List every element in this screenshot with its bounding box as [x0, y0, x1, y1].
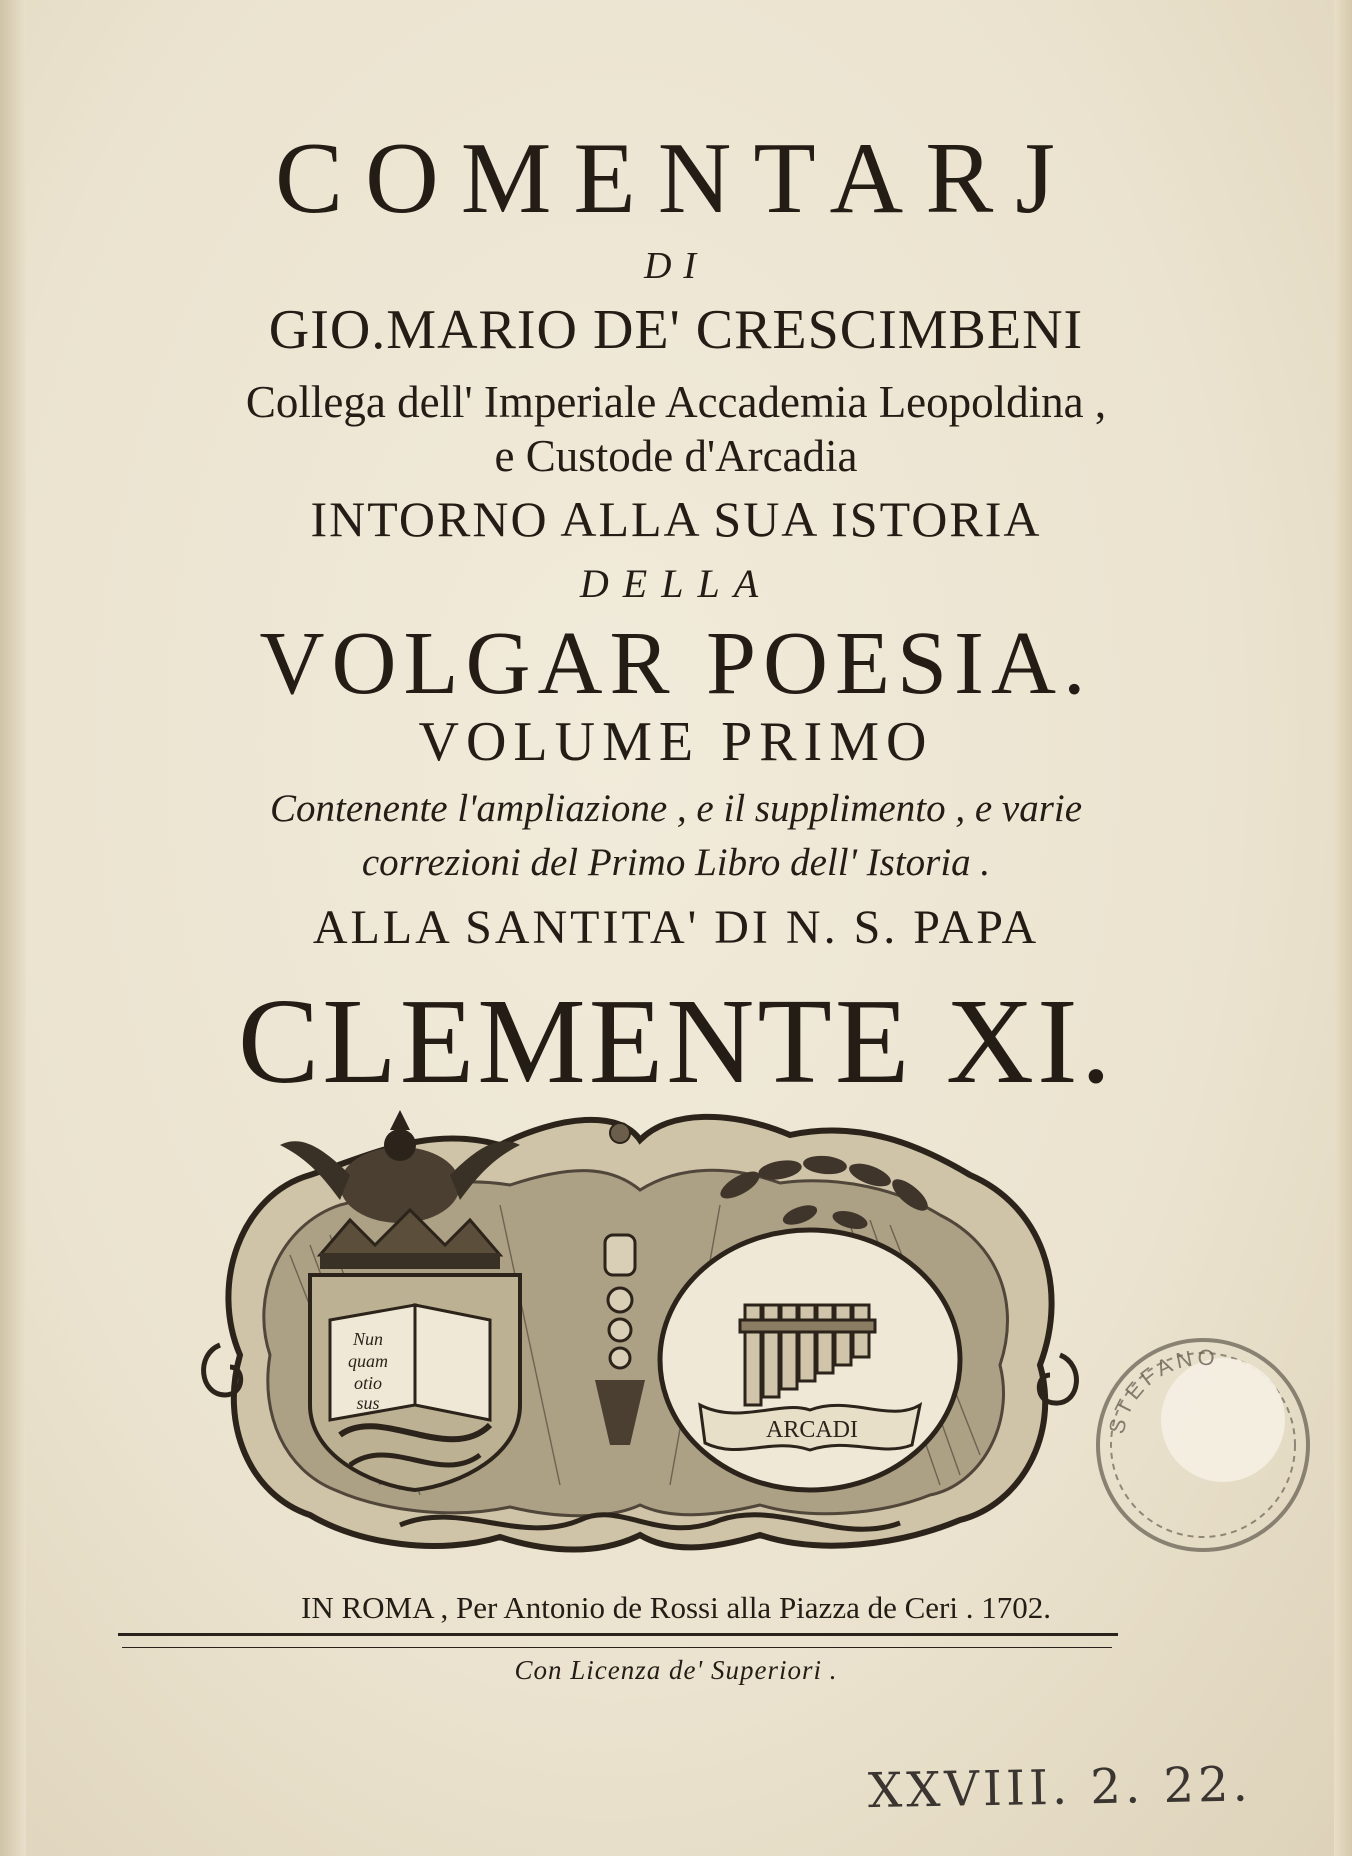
subject-of: DELLA — [579, 561, 773, 606]
imprint-line: IN ROMA , Per Antonio de Rossi alla Piazza de Ceri . 1702. — [301, 1590, 1051, 1625]
author-role-1: Collega dell' Imperiale Accademia Leopoldina , — [245, 377, 1107, 427]
book-shield — [310, 1275, 520, 1490]
handwritten-shelfmark: XXVIII. 2. 22. — [867, 1756, 1253, 1820]
license-line: Con Licenza de' Superiori . — [514, 1655, 838, 1685]
dedicatee-name: CLEMENTE XI. — [237, 974, 1115, 1109]
volume-label: VOLUME PRIMO — [418, 711, 934, 773]
arcadi-label: ARCADI — [765, 1417, 859, 1443]
library-stamp-text: STEFANO — [1103, 1344, 1220, 1437]
by-line: DI — [643, 245, 709, 287]
svg-text:Nun: Nun — [352, 1329, 384, 1349]
arcadian-emblem-engraving — [200, 1105, 1080, 1560]
contents-line-2: correzioni del Primo Libro dell' Istoria . — [361, 841, 991, 884]
svg-text:quam: quam — [348, 1351, 388, 1371]
imprint-rule-thin — [122, 1647, 1112, 1648]
pan-pipes-shield — [660, 1230, 960, 1490]
imprint-rule-thick — [118, 1633, 1118, 1636]
main-title: COMENTARJ — [275, 122, 1077, 235]
author-name: GIO.MARIO DE' CRESCIMBENI — [268, 299, 1084, 361]
contents-line-1: Contenente l'ampliazione , e il supplimento , e varie — [269, 787, 1083, 830]
subject-line-1: INTORNO ALLA SUA ISTORIA — [310, 491, 1042, 547]
subject-line-2: VOLGAR POESIA. — [259, 614, 1093, 713]
svg-text:otio: otio — [353, 1373, 383, 1393]
svg-text:sus: sus — [356, 1393, 380, 1413]
dedication-line: ALLA SANTITA' DI N. S. PAPA — [312, 901, 1040, 954]
library-stamp — [1083, 1325, 1323, 1565]
author-role-2: e Custode d'Arcadia — [494, 431, 858, 481]
